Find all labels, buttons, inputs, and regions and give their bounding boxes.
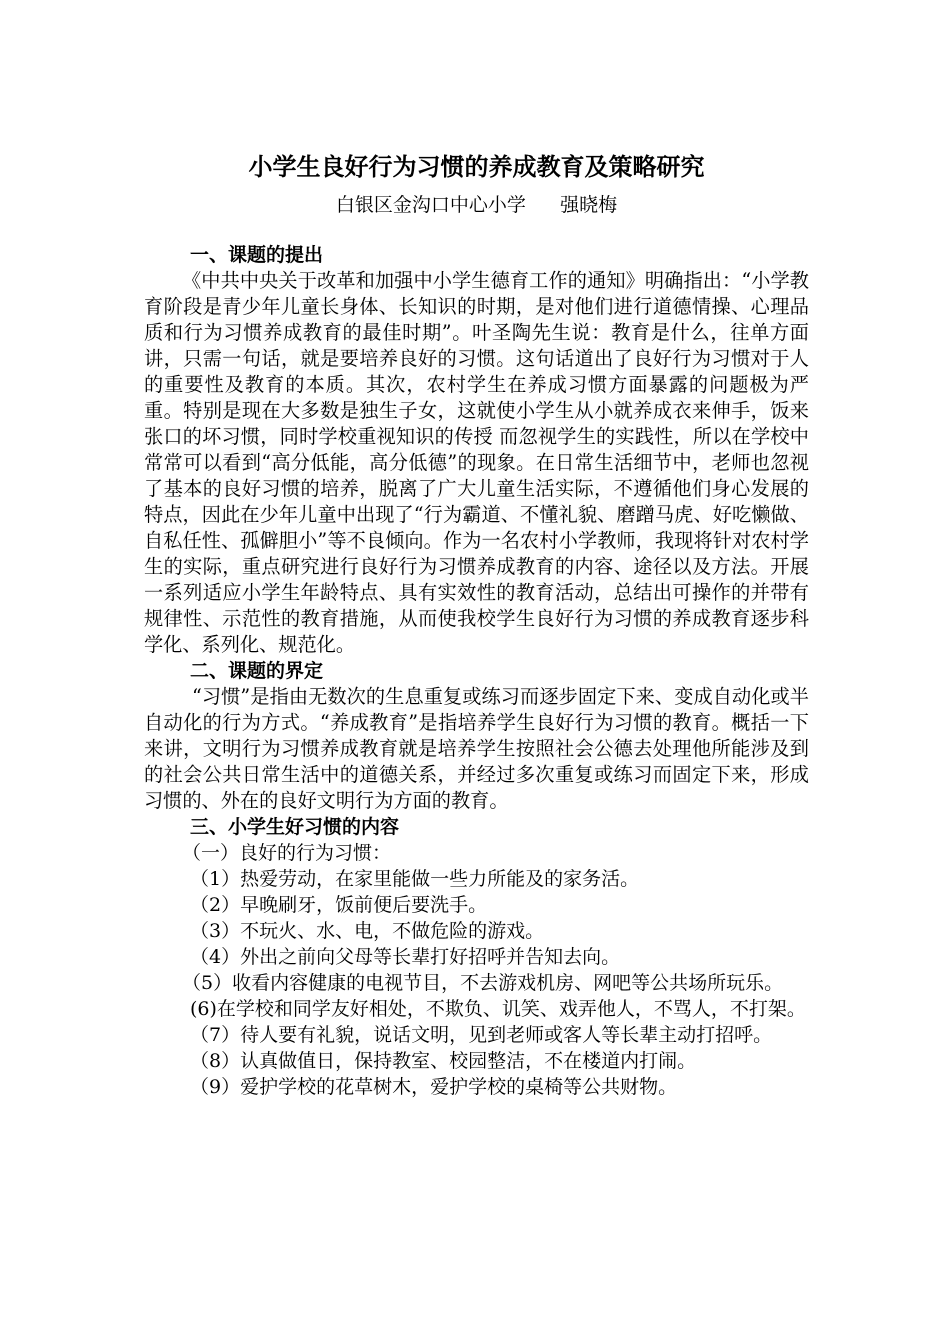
section-1-heading: 一、课题的提出	[190, 244, 324, 266]
list-item: （9）爱护学校的花草树木，爱护学校的桌椅等公共财物。	[190, 1076, 678, 1098]
list-item: (6)在学校和同学友好相处，不欺负、讥笑、戏弄他人，不骂人，不打架。	[190, 998, 806, 1020]
author-line: 白银区金沟口中心小学 强晓梅	[335, 194, 618, 216]
section-3-subheading: （一）良好的行为习惯：	[182, 842, 392, 864]
section-3-heading: 三、小学生好习惯的内容	[190, 816, 400, 838]
section-2-paragraph: “习惯”是指由无数次的生息重复或练习而逐步固定下来、变成自动化或半自动化的行为方式。“养成教育”是指培养学生良好行为习惯的教育。概括一下来讲，文明行为习惯养成教育就是培养学生按照社会公德去处理他所能涉及到的社会公共日常生活中的道德关系，并经过多次重复或练习而固定下来，形成习惯的、外在的良好文明行为方面的教育。	[144, 685, 809, 812]
list-item: （7）待人要有礼貌，说话文明，见到老师或客人等长辈主动打招呼。	[190, 1024, 773, 1046]
list-item: （8）认真做值日，保持教室、校园整洁，不在楼道内打闹。	[190, 1050, 697, 1072]
list-item: （5）收看内容健康的电视节目，不去游戏机房、网吧等公共场所玩乐。	[182, 972, 784, 994]
list-item: （1）热爱劳动，在家里能做一些力所能及的家务活。	[190, 868, 640, 890]
document-title: 小学生良好行为习惯的养成教育及策略研究	[248, 153, 705, 181]
section-2-heading: 二、课题的界定	[190, 660, 324, 682]
list-item: （2）早晚刷牙，饭前便后要洗手。	[190, 894, 488, 916]
section-1-paragraph: 《中共中央关于改革和加强中小学生德育工作的通知》明确指出：“小学教育阶段是青少年儿童长身体、长知识的时期，是对他们进行道德情操、心理品质和行为习惯养成教育的最佳时期”。叶圣陶先生说：教育是什么，往单方面讲，只需一句话，就是要培养良好的习惯。这句话道出了良好行为习惯对于人的重要性及教育的本质。其次，农村学生在养成习惯方面暴露的问题极为严重。特别是现在大多数是独生子女，这就使小学生从小就养成衣来伸手，饭来张口的坏习惯，同时学校重视知识的传授 而忽视学生的实践性，所以在学校中常常可以看到“高分低能，高分低德”的现象。在日常生活细节中，老师也忽视了基本的良好习惯的培养，脱离了广大儿童生活实际，不遵循他们身心发展的特点，因此在少年儿童中出现了“行为霸道、不懂礼貌、磨蹭马虎、好吃懒做、自私任性、孤僻胆小”等不良倾向。作为一名农村小学教师，我现将针对农村学生的实际，重点研究进行良好行为习惯养成教育的内容、途径以及方法。开展一系列适应小学生年龄特点、具有实效性的教育活动，总结出可操作的并带有规律性、示范性的教育措施，从而使我校学生良好行为习惯的养成教育逐步科学化、系列化、规范化。	[144, 269, 809, 656]
list-item: （4）外出之前向父母等长辈打好招呼并告知去向。	[190, 946, 621, 968]
document-page	[144, 150, 809, 1100]
list-item: （3）不玩火、水、电，不做危险的游戏。	[190, 920, 545, 942]
